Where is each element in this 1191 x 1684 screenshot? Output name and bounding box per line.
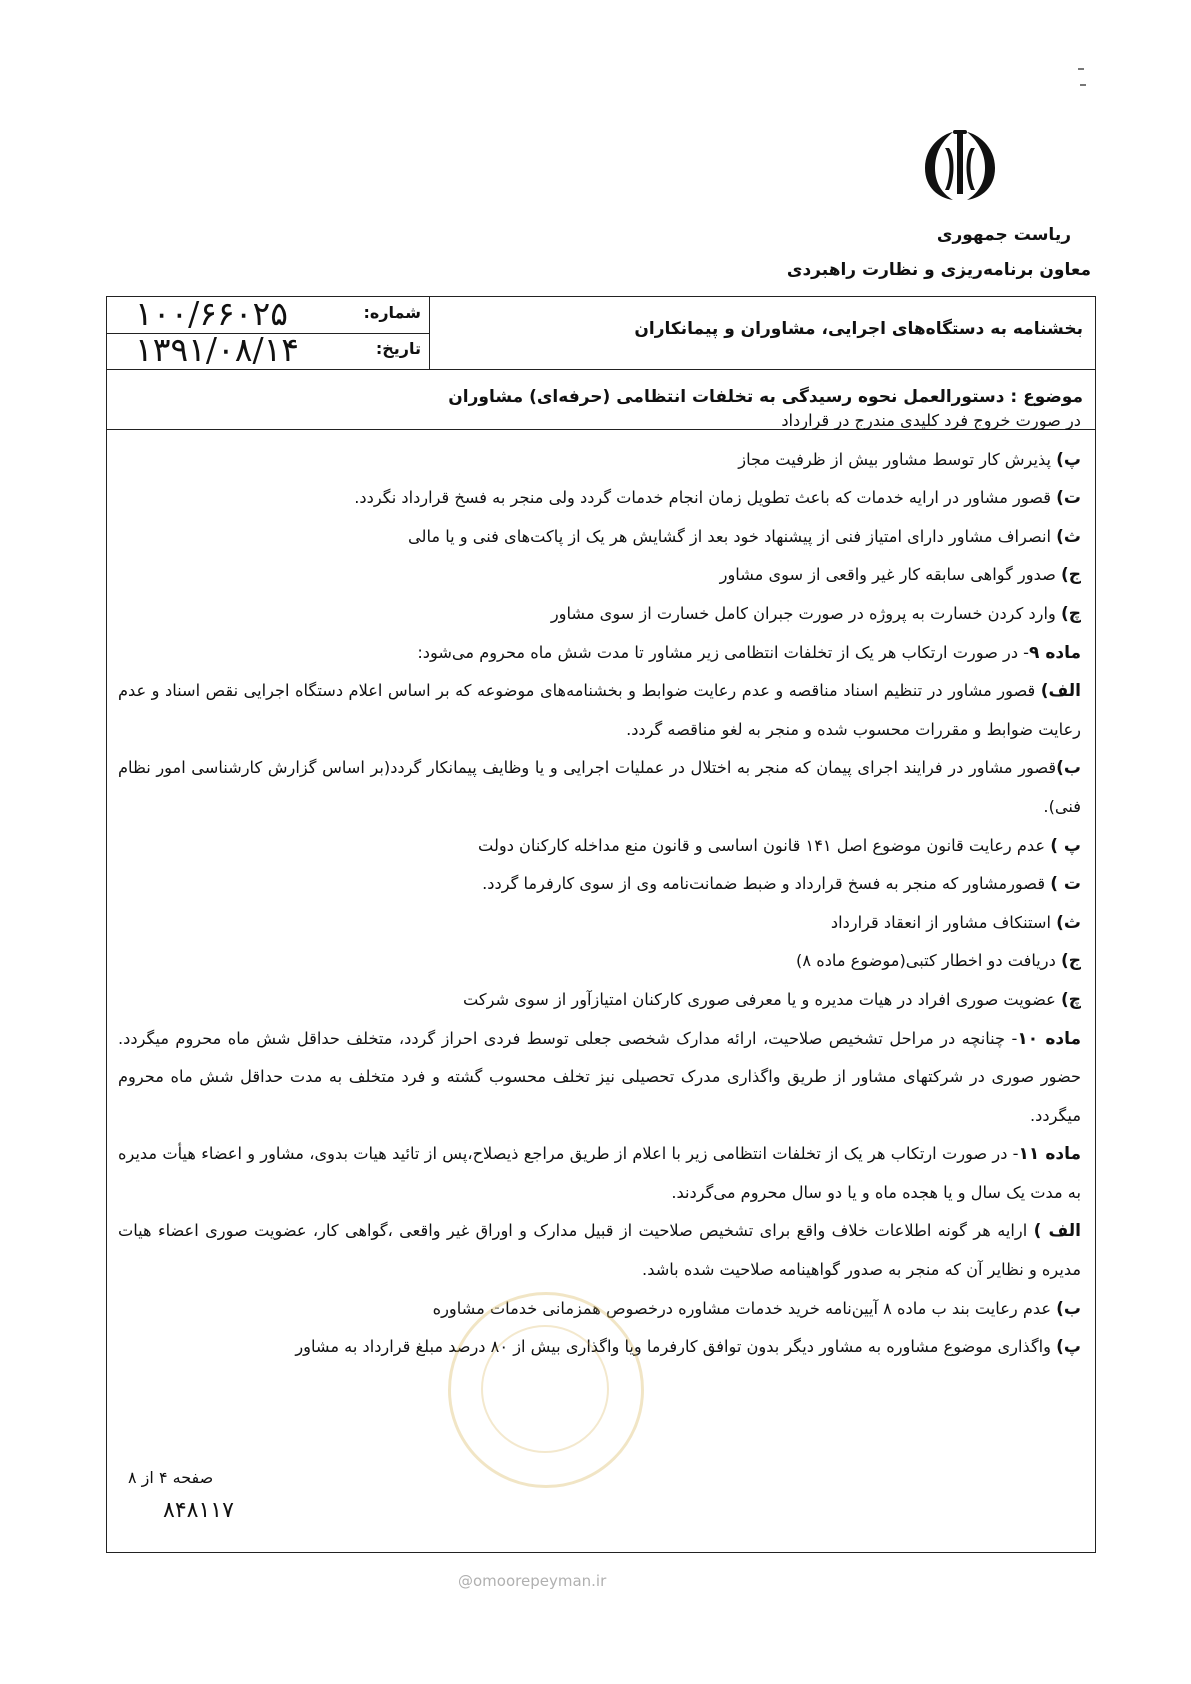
body-paragraph: چ) عضویت صوری افراد در هیات مدیره و یا معرفی صوری کارکنان امتیازآور از سوی شرکت — [462, 989, 1081, 1010]
body-paragraph: پ) پذیرش کار توسط مشاور بیش از ظرفیت مجاز — [738, 449, 1081, 470]
margin-mark — [1080, 84, 1086, 86]
document-code: ۸۴۸۱۱۷ — [163, 1498, 234, 1523]
body-paragraph: ج) دریافت دو اخطار کتبی(موضوع ماده ۸) — [796, 951, 1081, 972]
organization-title: ریاست جمهوری — [936, 225, 1071, 245]
body-paragraph: چ) وارد کردن خسارت به پروژه در صورت جبران کامل خسارت از سوی مشاور — [550, 603, 1081, 624]
number-label: شماره: — [363, 303, 421, 322]
body-paragraph: ت) قصور مشاور در ارایه خدمات که باعث تطویل زمان انجام خدمات گردد ولی منجر به فسخ قرارداد نگردد. — [354, 488, 1081, 509]
watermark-text: @omoorepeyman.ir — [458, 1572, 607, 1590]
date-value: ۱۳۹۱/۰۸/۱۴ — [135, 330, 300, 369]
article-heading: ماده ۱۱- در صورت ارتکاب هر یک از تخلفات انتظامی زیر با اعلام از طریق مراجع ذیصلاح،پس از تائید هیات بدوی، مشاور و اعضاء هیأت مدیره به مدت یک سال و یا هجده ماه و یا دو سال محروم می‌گردند. — [118, 1144, 1081, 1202]
body-paragraph: پ ) عدم رعایت قانون موضوع اصل ۱۴۱ قانون اساسی و قانون منع مداخله کارکنان دولت — [478, 835, 1081, 856]
body-paragraph: در صورت خروج فرد کلیدی مندرج در قرارداد — [781, 411, 1081, 430]
body-paragraph: ت ) قصورمشاور که منجر به فسخ قرارداد و ضبط ضمانت‌نامه وی از سوی کارفرما گردد. — [482, 874, 1081, 895]
body-paragraph: پ) واگذاری موضوع مشاوره به مشاور دیگر بدون توافق کارفرما ویا واگذاری بیش از ۸۰ درصد مبلغ قرارداد به مشاور — [295, 1337, 1081, 1358]
body-paragraph: ج) صدور گواهی سابقه کار غیر واقعی از سوی مشاور — [719, 565, 1081, 586]
number-date-box — [107, 294, 430, 369]
iran-emblem-icon — [915, 128, 1005, 208]
body-paragraph: ب)قصور مشاور در فرایند اجرای پیمان که منجر به اختلال در عملیات اجرایی و یا وظایف پیمانکار گردد(بر اساس گزارش کارشناسی امور نظام فنی). — [118, 758, 1081, 816]
margin-mark — [1078, 68, 1084, 70]
seal-stamp — [448, 1292, 644, 1488]
date-line — [107, 330, 429, 369]
recipient-line: بخشنامه به دستگاه‌های اجرایی، مشاوران و پیمانکاران — [634, 319, 1083, 339]
body-paragraph: ث) انصراف مشاور دارای امتیاز فنی از پیشنهاد خود بعد از گشایش هر یک از پاکت‌های فنی و یا مالی — [408, 526, 1081, 547]
date-label: تاریخ: — [375, 339, 421, 358]
article-heading: ماده ۹- در صورت ارتکاب هر یک از تخلفات انتظامی زیر مشاور تا مدت شش ماه محروم می‌شود: — [417, 642, 1081, 663]
organization-subtitle: معاون برنامه‌ریزی و نظارت راهبردی — [786, 260, 1091, 280]
body-paragraph: ث) استنکاف مشاور از انعقاد قرارداد — [830, 912, 1081, 933]
body-paragraph: الف ) ارایه هر گونه اطلاعات خلاف واقع برای تشخیص صلاحیت از قبیل مدارک و اوراق غیر واقعی ،گواهی کار، عضویت صوری اعضاء هیات مدیره و نظایر آن که منجر به صدور گواهینامه صلاحیت شده باشد. — [118, 1221, 1081, 1280]
body-paragraph: ب) عدم رعایت بند ب ماده ۸ آیین‌نامه خرید خدمات مشاوره درخصوص همزمانی خدمات مشاوره — [432, 1298, 1081, 1319]
subject-line: موضوع : دستورالعمل نحوه رسیدگی به تخلفات انتظامی (حرفه‌ای) مشاوران — [448, 387, 1083, 407]
number-value: ۱۰۰/۶۶۰۲۵ — [135, 294, 288, 333]
letter-header-row — [107, 294, 1095, 370]
article-heading: ماده ۱۰- چنانچه در مراحل تشخیص صلاحیت، ارائه مدارک شخصی جعلی توسط فردی احراز گردد، متخلف حداقل شش ماه محروم میگردد. حضور صوری در شرکتهای مشاور از طریق واگذاری مدرک تحصیلی نیز تخلف محسوب گشته و فرد متخلف به مدت حداقل شش ماه محروم میگردد. — [118, 1028, 1081, 1125]
page-number: صفحه ۴ از ۸ — [128, 1468, 214, 1487]
letter-body — [118, 402, 1081, 1367]
number-line — [107, 294, 429, 334]
body-paragraph: الف) قصور مشاور در تنظیم اسناد مناقصه و عدم رعایت ضوابط و بخشنامه‌های موضوعه که بر اساس اعلام دستگاه اجرایی نقص اسناد و عدم رعایت ضوابط و مقررات محسوب شده و منجر به لغو مناقصه گردد. — [118, 681, 1081, 739]
